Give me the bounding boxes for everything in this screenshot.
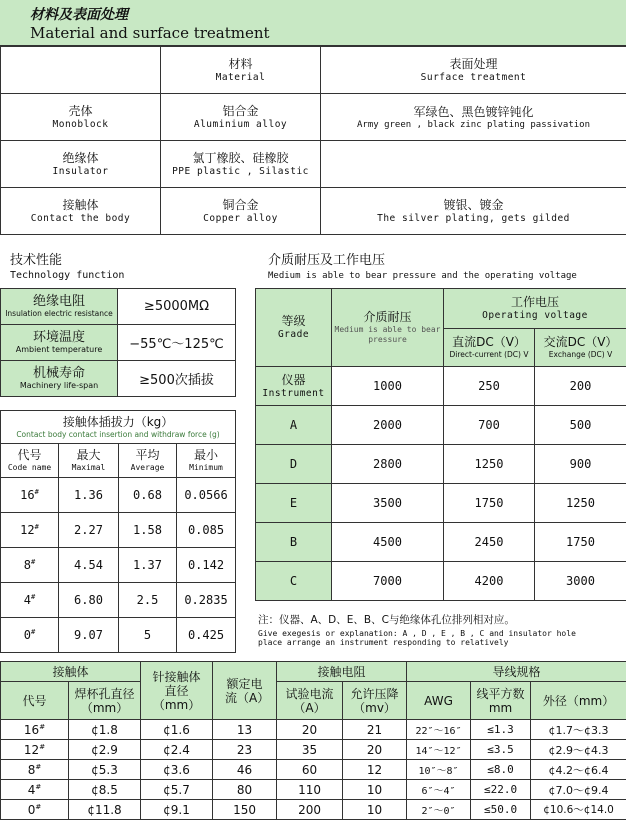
code-mark: # <box>35 762 42 771</box>
grade-zh: 仪器 <box>281 372 306 387</box>
force-code: 12 <box>20 523 35 537</box>
spec-header-code: 代号 <box>1 682 69 720</box>
material-zh: 氯丁橡胶、硅橡胶 <box>192 150 289 165</box>
code-mark: # <box>34 488 39 496</box>
col-material-zh: 材料 <box>228 56 253 71</box>
material-zh: 铝合金 <box>222 103 259 118</box>
medium-header <box>332 289 444 367</box>
spec-od: ¢7.0～¢9.4 <box>531 780 626 800</box>
dc-header <box>444 329 535 367</box>
code-mark: # <box>39 722 46 731</box>
voltage-title-en: Medium is able to bear pressure and the operating voltage <box>268 271 577 281</box>
force-avg: 0.68 <box>119 478 177 513</box>
force-code: 8 <box>23 558 31 572</box>
op-header-zh: 工作电压 <box>511 295 560 309</box>
spec-header-test: 试验电流（A） <box>277 682 343 720</box>
tech-label-en: Ambient temperature <box>15 345 103 354</box>
voltage-row <box>256 445 626 484</box>
op-header <box>444 289 626 329</box>
ac-value: 1750 <box>535 523 626 562</box>
dc-header-en: Direct-current (DC) V <box>449 350 529 359</box>
spec-test: 35 <box>277 740 343 760</box>
spec-header-cup: 焊杯孔直径（mm） <box>69 682 141 720</box>
spec-code: 8 <box>27 762 36 777</box>
col-surface-zh: 表面处理 <box>449 56 498 71</box>
force-avg: 1.58 <box>119 513 177 548</box>
spec-rated: 80 <box>213 780 277 800</box>
spec-test: 20 <box>277 720 343 740</box>
material-corner-cell <box>1 47 161 94</box>
spec-drop: 10 <box>343 800 407 820</box>
header-title-zh: 材料及表面处理 <box>30 7 128 23</box>
material-row <box>1 94 626 141</box>
spec-drop: 12 <box>343 760 407 780</box>
dc-value: 4200 <box>444 562 535 601</box>
force-avg: 1.37 <box>119 548 177 583</box>
tech-label-zh: 机械寿命 <box>32 366 85 381</box>
tech-label-en: Machinery life-span <box>19 381 99 390</box>
code-mark: # <box>31 628 36 636</box>
spec-header-pin: 针接触体直径（mm） <box>141 662 213 720</box>
col-material-en: Material <box>215 71 266 83</box>
tech-title-zh: 技术性能 <box>10 253 63 268</box>
dc-value: 700 <box>444 406 535 445</box>
tech-title-en: Technology function <box>10 270 125 281</box>
spec-header-od: 外径（mm） <box>531 682 626 720</box>
force-min: 0.425 <box>177 618 236 653</box>
voltage-title-zh: 介质耐压及工作电压 <box>268 253 386 268</box>
force-title <box>1 411 236 444</box>
spec-code: 16 <box>23 722 40 737</box>
grade-header-zh: 等级 <box>281 314 306 328</box>
material-en: Aluminium alloy <box>193 118 288 130</box>
spec-awg: 14″～12″ <box>407 740 471 760</box>
material-zh: 铜合金 <box>222 197 259 212</box>
force-table <box>0 410 236 653</box>
spec-awg: 22″～16″ <box>407 720 471 740</box>
col-surface-en: Surface treatment <box>420 71 527 83</box>
tech-value: −55℃～125℃ <box>118 325 236 361</box>
ac-header-zh: 交流DC（V） <box>543 335 618 349</box>
spec-cup: ¢11.8 <box>69 800 141 820</box>
spec-row <box>1 800 626 820</box>
force-header-en: Maximal <box>71 463 106 472</box>
force-min: 0.0566 <box>177 478 236 513</box>
spec-area: ≤8.0 <box>471 760 531 780</box>
spec-rated: 13 <box>213 720 277 740</box>
tech-title <box>10 249 124 281</box>
material-table <box>0 46 626 235</box>
spec-awg: 10″～8″ <box>407 760 471 780</box>
voltage-row <box>256 406 626 445</box>
section-header <box>0 0 626 46</box>
medium-value: 1000 <box>332 367 444 406</box>
grade-zh: B <box>289 534 298 549</box>
medium-value: 7000 <box>332 562 444 601</box>
spec-code: 0 <box>27 802 36 817</box>
voltage-title <box>268 249 577 281</box>
material-col-surface <box>321 47 626 94</box>
spec-cup: ¢5.3 <box>69 760 141 780</box>
spec-cup: ¢2.9 <box>69 740 141 760</box>
dc-header-zh: 直流DC（V） <box>452 335 526 349</box>
part-en: Monoblock <box>52 118 109 130</box>
spec-od: ¢1.7～¢3.3 <box>531 720 626 740</box>
material-row <box>1 188 626 235</box>
spec-header-drop: 允许压降（mv） <box>343 682 407 720</box>
spec-header-rated: 额定电流（A） <box>213 662 277 720</box>
spec-cup: ¢8.5 <box>69 780 141 800</box>
spec-od: ¢2.9～¢4.3 <box>531 740 626 760</box>
medium-value: 2000 <box>332 406 444 445</box>
force-min: 0.142 <box>177 548 236 583</box>
spec-row <box>1 780 626 800</box>
voltage-row <box>256 367 626 406</box>
spec-table <box>0 661 626 820</box>
force-header-zh: 最小 <box>194 448 219 462</box>
force-code: 4 <box>23 593 31 607</box>
force-header-en: Code name <box>7 463 52 472</box>
spec-header-wire: 导线规格 <box>407 662 626 682</box>
force-header-en: Minimum <box>189 463 223 472</box>
spec-drop: 21 <box>343 720 407 740</box>
header-title-en: Material and surface treatment <box>30 24 270 42</box>
op-header-en: Operating voltage <box>482 310 588 321</box>
spec-od: ¢4.2～¢6.4 <box>531 760 626 780</box>
grade-header <box>256 289 332 367</box>
force-title-zh: 接触体插拔力（kg） <box>62 414 174 429</box>
material-col-material <box>161 47 321 94</box>
force-header-row <box>1 444 236 478</box>
force-row <box>1 548 236 583</box>
material-en: Copper alloy <box>203 212 278 224</box>
ac-value: 500 <box>535 406 626 445</box>
code-mark: # <box>31 558 36 566</box>
tech-table <box>0 288 236 397</box>
force-row <box>1 478 236 513</box>
tech-value: ≥5000MΩ <box>118 289 236 325</box>
spec-header-contact: 接触体 <box>1 662 141 682</box>
voltage-note <box>258 612 624 647</box>
spec-header-area: 线平方数mm <box>471 682 531 720</box>
force-row <box>1 583 236 618</box>
voltage-row <box>256 484 626 523</box>
grade-zh: C <box>289 573 298 588</box>
tech-label-zh: 环境温度 <box>32 330 85 345</box>
part-en: Insulator <box>52 165 109 177</box>
force-code: 0 <box>23 628 31 642</box>
ac-value: 200 <box>535 367 626 406</box>
spec-od: ¢10.6～¢14.0 <box>531 800 626 820</box>
note-en-line2: place arrange an instrument responding to relatively <box>258 638 509 647</box>
force-code: 16 <box>20 488 35 502</box>
dc-value: 1250 <box>444 445 535 484</box>
code-mark: # <box>31 593 36 601</box>
spec-pin: ¢2.4 <box>141 740 213 760</box>
force-row <box>1 513 236 548</box>
ac-value: 1250 <box>535 484 626 523</box>
force-header-zh: 平均 <box>135 448 160 462</box>
note-zh: 注：仪器、A、D、E、B、C与绝缘体孔位排列相对应。 <box>258 614 515 626</box>
tech-value: ≥500次插拔 <box>118 361 236 397</box>
force-min: 0.085 <box>177 513 236 548</box>
medium-value: 3500 <box>332 484 444 523</box>
code-mark: # <box>35 802 42 811</box>
grade-zh: A <box>289 417 298 432</box>
spec-rated: 46 <box>213 760 277 780</box>
code-mark: # <box>35 782 42 791</box>
tech-row <box>1 361 236 397</box>
surface-zh: 镀银、镀金 <box>443 197 504 212</box>
surface-en: The silver plating, gets gilded <box>377 212 570 224</box>
tech-row <box>1 325 236 361</box>
spec-pin: ¢5.7 <box>141 780 213 800</box>
force-avg: 2.5 <box>119 583 177 618</box>
spec-test: 60 <box>277 760 343 780</box>
medium-value: 2800 <box>332 445 444 484</box>
spec-code: 4 <box>27 782 36 797</box>
spec-area: ≤22.0 <box>471 780 531 800</box>
spec-row <box>1 740 626 760</box>
tech-label-zh: 绝缘电阻 <box>32 294 85 309</box>
grade-zh: D <box>289 456 298 471</box>
spec-header-resistance: 接触电阻 <box>277 662 407 682</box>
ac-header <box>535 329 626 367</box>
ac-value: 3000 <box>535 562 626 601</box>
spec-area: ≤3.5 <box>471 740 531 760</box>
spec-awg: 2″～0″ <box>407 800 471 820</box>
force-min: 0.2835 <box>177 583 236 618</box>
spec-test: 110 <box>277 780 343 800</box>
spec-cup: ¢1.8 <box>69 720 141 740</box>
spec-row <box>1 720 626 740</box>
surface-zh: 军绿色、黑色镀锌钝化 <box>413 104 534 119</box>
spec-area: ≤1.3 <box>471 720 531 740</box>
spec-header-awg: AWG <box>407 682 471 720</box>
spec-drop: 10 <box>343 780 407 800</box>
spec-drop: 20 <box>343 740 407 760</box>
force-row <box>1 618 236 653</box>
medium-header-zh: 介质耐压 <box>363 310 412 324</box>
voltage-row <box>256 562 626 601</box>
force-avg: 5 <box>119 618 177 653</box>
grade-zh: E <box>289 495 298 510</box>
code-mark: # <box>39 742 46 751</box>
medium-value: 4500 <box>332 523 444 562</box>
medium-header-en: Medium is able to bear pressure <box>334 325 441 344</box>
spec-area: ≤50.0 <box>471 800 531 820</box>
spec-test: 200 <box>277 800 343 820</box>
note-en-line1: Give exegesis or explanation: A , D , E , B , C and insulator hole <box>258 629 576 638</box>
spec-awg: 6″～4″ <box>407 780 471 800</box>
ac-value: 900 <box>535 445 626 484</box>
dc-value: 1750 <box>444 484 535 523</box>
part-zh: 壳体 <box>68 103 93 118</box>
force-header-en: Average <box>130 463 165 472</box>
voltage-row <box>256 523 626 562</box>
force-max: 9.07 <box>59 618 119 653</box>
tech-label-en: Insulation electric resistance <box>5 309 113 318</box>
code-mark: # <box>34 523 39 531</box>
spec-rated: 150 <box>213 800 277 820</box>
dc-value: 250 <box>444 367 535 406</box>
material-en: PPE plastic , Silastic <box>172 165 309 177</box>
force-title-en: Contact body contact insertion and withdraw force (g) <box>16 429 220 439</box>
part-en: Contact the body <box>30 212 131 224</box>
voltage-table <box>255 288 626 601</box>
spec-pin: ¢3.6 <box>141 760 213 780</box>
material-row <box>1 141 626 188</box>
spec-rated: 23 <box>213 740 277 760</box>
part-zh: 绝缘体 <box>62 150 99 165</box>
force-max: 6.80 <box>59 583 119 618</box>
force-max: 1.36 <box>59 478 119 513</box>
surface-en: Army green , black zinc plating passivation <box>357 119 590 130</box>
grade-en: Instrument <box>262 387 325 399</box>
spec-pin: ¢9.1 <box>141 800 213 820</box>
force-header-zh: 代号 <box>17 448 42 462</box>
ac-header-en: Exchange (DC) V <box>548 350 613 359</box>
force-header-zh: 最大 <box>76 448 101 462</box>
grade-header-en: Grade <box>277 329 310 340</box>
dc-value: 2450 <box>444 523 535 562</box>
force-max: 4.54 <box>59 548 119 583</box>
spec-pin: ¢1.6 <box>141 720 213 740</box>
spec-code: 12 <box>23 742 40 757</box>
spec-row <box>1 760 626 780</box>
force-max: 2.27 <box>59 513 119 548</box>
tech-row <box>1 289 236 325</box>
part-zh: 接触体 <box>62 197 99 212</box>
